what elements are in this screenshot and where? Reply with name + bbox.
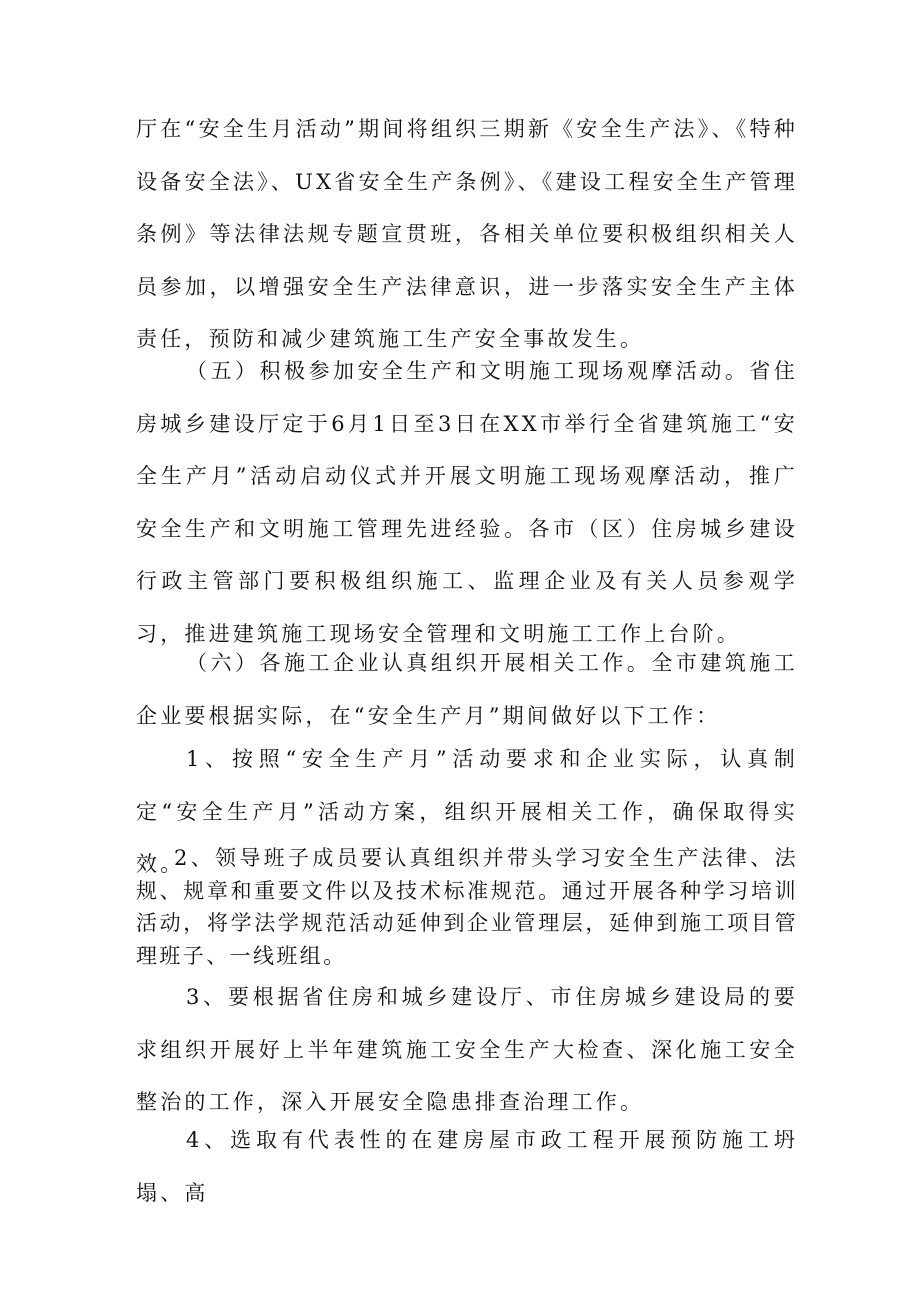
paragraph-5: （五）积极参加安全生产和文明施工现场观摩活动。省住房城乡建设厅定于6月1日至3日在XX市举行全省建筑施工“安全生产月”活动启动仪式并开展文明施工现场观摩活动，推广安全生产和文明施工管理先进经验。各市（区）住房城乡建设行政主管部门要积极组织施工、监理企业及有关人员参观学习，推进建筑施工现场安全管理和文明施工工作上台阶。: [136, 359, 798, 646]
paragraph-item-4: 4、选取有代表性的在建房屋市政工程开展预防施工坍塌、高: [136, 1128, 798, 1205]
paragraph-1: 厅在“安全生月活动”期间将组织三期新《安全生产法》、《特种设备安全法》、UX省安全生产条例》、《建设工程安全生产管理条例》等法律法规专题宣贯班，各相关单位要积极组织相关人员参加，以增强安全生产法律意识，进一步落实安全生产主体责任，预防和减少建筑施工生产安全事故发生。: [136, 117, 798, 351]
paragraph-6: （六）各施工企业认真组织开展相关工作。全市建筑施工企业要根据实际，在“安全生产月”期间做好以下工作：: [136, 651, 798, 728]
paragraph-item-3: 3、要根据省住房和城乡建设厅、市住房城乡建设局的要求组织开展好上半年建筑施工安全生产大检查、深化施工安全整治的工作，深入开展安全隐患排查治理工作。: [136, 985, 798, 1114]
paragraph-item-2: 2、领导班子成员要认真组织并带头学习安全生产法律、法规、规章和重要文件以及技术标准规范。通过开展各种学习培训活动，将学法学规范活动延伸到企业管理层，延伸到施工项目管理班子、一线班组。: [136, 846, 798, 968]
paragraph-item-1: 1、按照“安全生产月”活动要求和企业实际，认真制定“安全生产月”活动方案，组织开展相关工作，确保取得实效。: [136, 747, 798, 876]
